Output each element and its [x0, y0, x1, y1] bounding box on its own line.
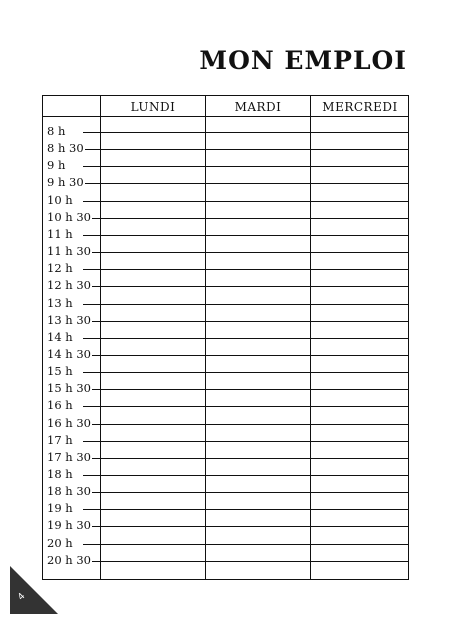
time-label: 16 h	[47, 398, 73, 413]
time-row	[43, 322, 408, 344]
time-label: 17 h 30	[47, 449, 91, 464]
page-number: 4	[16, 591, 28, 603]
time-row	[43, 133, 408, 156]
page-title: MON EMPLOI	[199, 46, 407, 75]
time-label: 10 h	[47, 192, 73, 207]
time-label: 19 h	[47, 501, 73, 516]
time-row	[43, 185, 408, 207]
time-label: 12 h 30	[47, 278, 91, 293]
time-label: 8 h 30	[47, 141, 84, 156]
time-label: 9 h 30	[47, 175, 84, 190]
time-label: 18 h	[47, 467, 73, 481]
time-label: 20 h 30	[47, 552, 91, 567]
time-label: 9 h	[47, 158, 66, 173]
time-row	[43, 442, 408, 464]
time-row	[43, 476, 408, 499]
time-label: 15 h 30	[47, 381, 91, 396]
time-row	[43, 116, 408, 138]
column-header-lundi: LUNDI	[130, 100, 176, 114]
page-corner-triangle	[10, 566, 58, 614]
time-label: 12 h	[47, 261, 73, 276]
time-row	[43, 493, 408, 516]
time-row	[43, 390, 408, 413]
time-row	[43, 373, 408, 396]
time-label: 10 h 30	[47, 209, 91, 224]
time-row	[43, 305, 408, 327]
time-row	[43, 150, 408, 173]
time-row	[43, 408, 408, 430]
row-line	[101, 561, 408, 562]
time-label: 20 h	[47, 535, 73, 550]
time-row	[43, 270, 408, 293]
time-label: 13 h	[47, 295, 73, 310]
time-row	[43, 510, 408, 533]
time-row	[43, 202, 408, 224]
time-row	[43, 288, 408, 310]
time-label: 11 h 30	[47, 244, 91, 259]
time-row	[43, 236, 408, 259]
time-label: 19 h 30	[47, 518, 91, 533]
time-row	[43, 425, 408, 447]
time-label: 14 h 30	[47, 346, 91, 361]
column-header-mardi: MARDI	[234, 100, 282, 114]
time-row	[43, 219, 408, 241]
time-label: 16 h 30	[47, 415, 91, 430]
time-row	[43, 545, 408, 567]
time-label: 8 h	[47, 124, 66, 138]
time-label: 13 h 30	[47, 312, 91, 327]
time-row	[43, 528, 408, 550]
time-row	[43, 253, 408, 276]
time-label: 18 h 30	[47, 484, 91, 499]
time-row	[43, 167, 408, 190]
time-label: 11 h	[47, 226, 73, 241]
column-header-mercredi: MERCREDI	[322, 100, 398, 114]
time-label: 14 h	[47, 329, 73, 344]
time-label: 17 h	[47, 432, 73, 447]
time-row	[43, 356, 408, 379]
time-row	[43, 339, 408, 361]
time-row	[43, 459, 408, 481]
time-label: 15 h	[47, 364, 73, 379]
schedule-grid	[42, 95, 409, 580]
